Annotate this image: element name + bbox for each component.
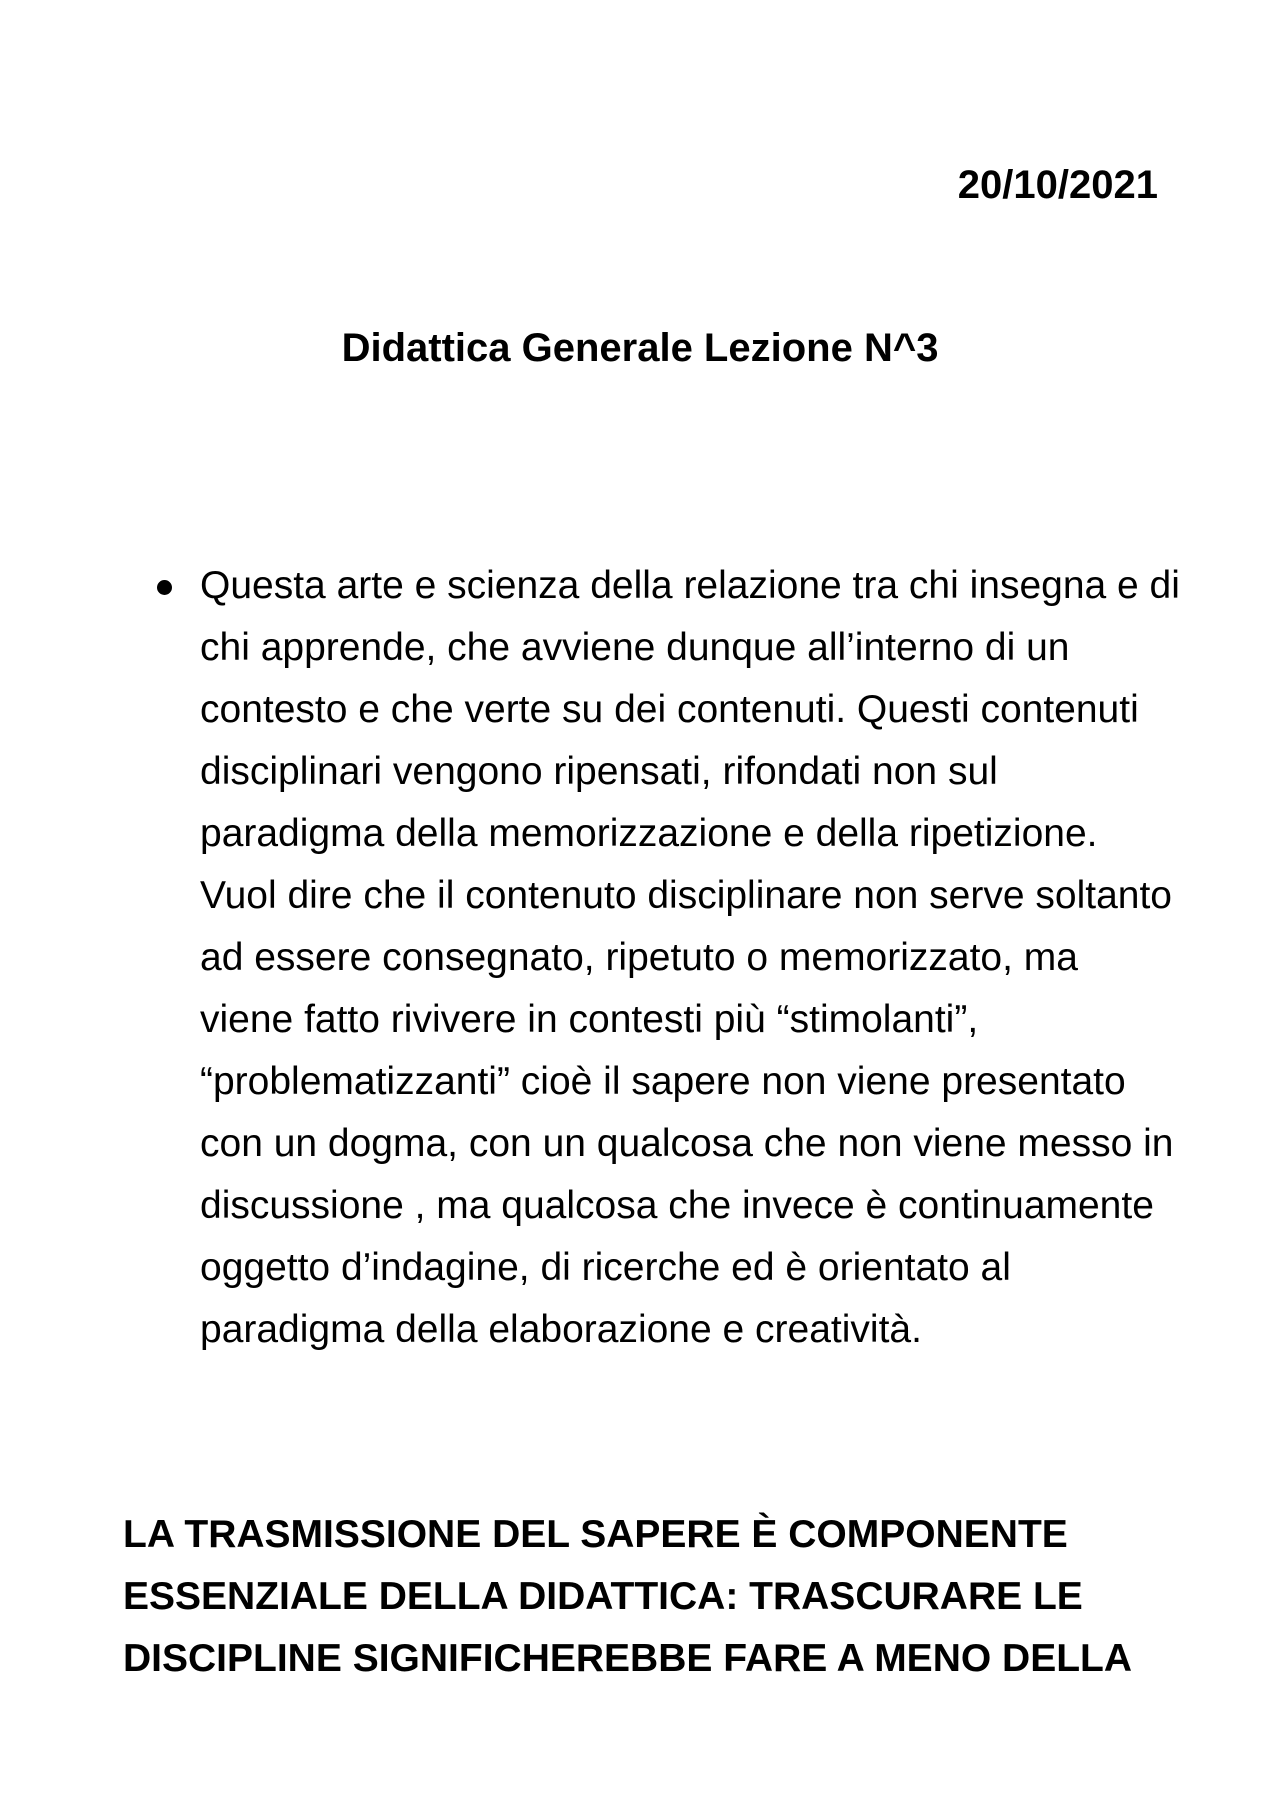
document-date: 20/10/2021 — [957, 163, 1158, 207]
bullet-text: Questa arte e scienza della relazione tra chi insegna e di chi apprende, che avviene dunque all’interno di un contesto e che verte su dei contenuti. Questi contenuti disciplinari vengono ripensati, rifondati non sul paradigma della memorizzazione e della ripetizione. Vuol dire che il contenuto disciplinare non serve soltanto ad essere consegnato, ripetuto o memorizzato, ma viene fatto rivivere in contesti più “stimolanti”, “problematizzanti” cioè il sapere non viene presentato con un dogma, con un qualcosa che non viene messo in discussione , ma qualcosa che invece è continuamente oggetto d’indagine, di ricerche ed è orientato al paradigma della elaborazione e creatività. — [200, 564, 1180, 1351]
section-heading: LA TRASMISSIONE DEL SAPERE È COMPONENTE ESSENZIALE DELLA DIDATTICA: TRASCURARE LE DISCIPLINE SIGNIFICHEREBBE FARE A MENO DELLA — [123, 1513, 1133, 1680]
bullet-list — [200, 555, 1180, 1361]
document-title: Didattica Generale Lezione N^3 — [341, 326, 939, 370]
bullet-dot-icon — [157, 580, 172, 595]
bullet-item — [200, 555, 1180, 1361]
